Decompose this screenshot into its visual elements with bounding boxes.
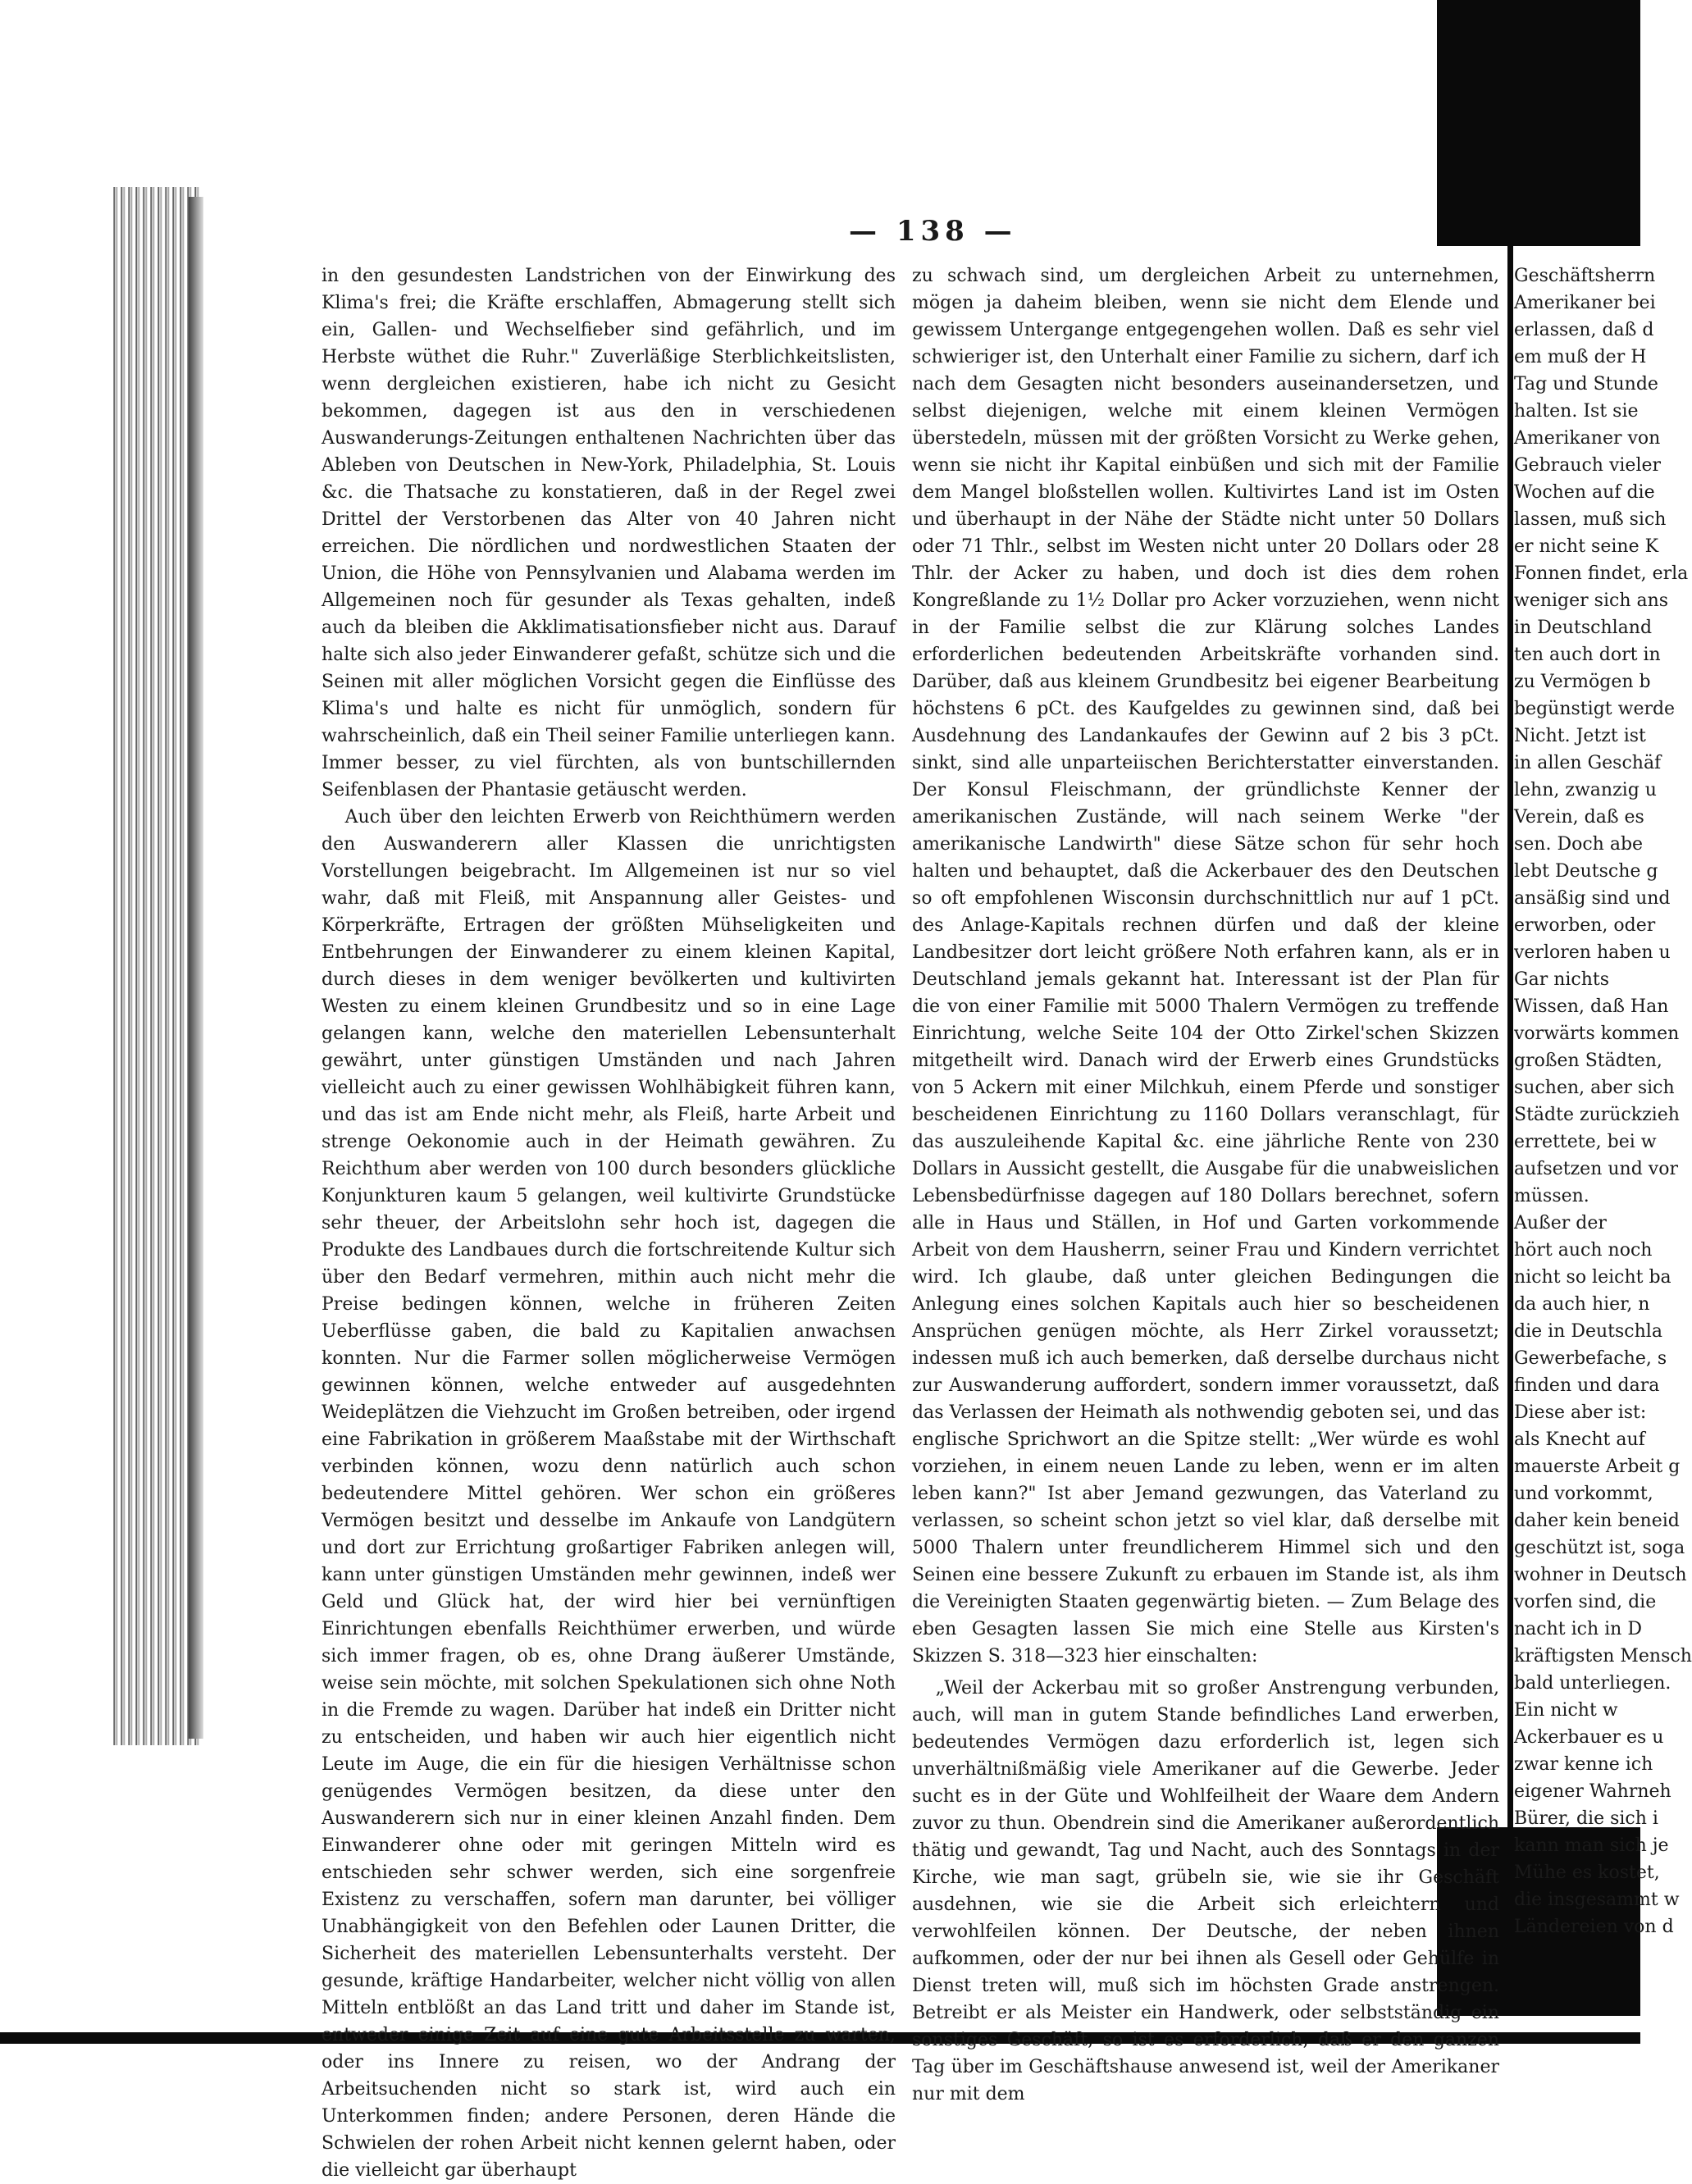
text-line: die in Deutschla: [1514, 1321, 1662, 1342]
text-line: bald unterliegen.: [1514, 1673, 1671, 1694]
text-line: errettete, bei w: [1514, 1132, 1657, 1152]
text-line: kräftigsten Mensch: [1514, 1646, 1692, 1666]
text-line: großen Städten,: [1514, 1051, 1662, 1071]
text-line: halten. Ist sie: [1514, 401, 1639, 422]
text-line: Wochen auf die: [1514, 482, 1655, 503]
text-line: mauerste Arbeit g: [1514, 1457, 1681, 1477]
text-line: und vorkommt,: [1514, 1484, 1653, 1504]
text-line: Gar nichts: [1514, 969, 1610, 990]
text-line: ten auch dort in: [1514, 645, 1661, 665]
paragraph: zu schwach sind, um dergleichen Arbeit zu unternehmen, mögen ja daheim bleiben, wenn sie nicht dem Elende und gewissem Untergange entgegengehen wollen. Daß es sehr viel schwieriger ist, den Unterhalt einer Familie zu sichern, darf ich nach dem Gesagten nicht besonders auseinandersetzen, und selbst diejenigen, welche mit einem kleinen Vermögen überstedeln, müssen mit der größten Vorsicht zu Werke gehen, wenn sie nicht ihr Kapital einbüßen und sich mit der Familie dem Mangel bloßstellen wollen. Kultivirtes Land ist im Osten und überhaupt in der Nähe der Städte nicht unter 50 Dollars oder 71 Thlr., selbst im Westen nicht unter 20 Dollars oder 28 Thlr. der Acker zu haben, und doch ist dies dem rohen Kongreßlande zu 1½ Dollar pro Acker vorzuziehen, wenn nicht in der Familie selbst die zur Klärung solches Landes erforderlichen bedeutenden Arbeitskräfte vorhanden sind. Darüber, daß aus kleinem Grundbesitz bei eigener Bearbeitung höchstens 6 pCt. des Kaufgeldes zu gewinnen sind, daß bei Ausdehnung des Landankaufes der Gewinn auf 2 bis 3 pCt. sinkt, sind alle unparteiischen Berichterstatter einverstanden. Der Konsul Fleischmann, der gründlichste Kenner der amerikanischen Zustände, will nach seinem Werke "der amerikanische Landwirth" diese Sätze schon für sehr hoch halten und behauptet, daß die Ackerbauer des den Deutschen so oft empfohlenen Wisconsin durchschnittlich nur auf 1 pCt. des Anlage-Kapitals rechnen dürfen und daß der kleine Landbesitzer dort leicht größere Noth erfahren kann, als er in Deutschland jemals gekannt hat. Interessant ist der Plan für die von einer Familie mit 5000 Thalern Vermögen zu treffende Einrichtung, welche Seite 104 der Otto Zirkel'schen Skizzen mitgetheilt wird. Danach wird der Erwerb eines Grundstücks von 5 Ackern mit einer Milchkuh, einem Pferde und sonstiger bescheidenen Einrichtung zu 1160 Dollars veranschlagt, für das auszuleihende Kapital &c. eine jährliche Rente von 230 Dollars in Aussicht gestellt, die Ausgabe für die unabweislichen Lebensbedürfnisse dagegen auf 180 Dollars berechnet, sofern alle in Haus und Ställen, in Hof und Garten vorkommende Arbeit von dem Hausherrn, seiner Frau und Kindern verrichtet wird. Ich glaube, daß unter gleichen Bedingungen die Anlegung eines solchen Kapitals auch hier so bescheidenen Ansprüchen genügen möchte, als Herr Zirkel voraussetzt; indessen muß ich auch bemerken, daß derselbe durchaus nicht zur Auswanderung auffordert, sondern immer voraussetzt, daß das Verlassen der Heimath als nothwendig geboten sei, und das englische Sprichwort an die Spitze stellt: „Wer würde es wohl vorziehen, in einem neuen Lande zu leben, wenn er im alten leben kann?" Ist aber Jemand gezwungen, das Vaterland zu verlassen, so scheint schon jetzt so viel klar, daß derselbe mit 5000 Thalern unter freundlicherem Himmel sich und den Seinen eine bessere Zukunft zu erbauen im Stande ist, als ihm die Vereinigten Staaten gegenwärtig bieten. — Zum Belage des eben Gesagten lassen Sie mich eine Stelle aus Kirsten's Skizzen S. 318—323 hier einschalten:: [912, 266, 1499, 1666]
quoted-paragraph: „Weil der Ackerbau mit so großer Anstrengung verbunden, auch, will man in gutem Stande befindliches Land erwerben, bedeutendes Vermögen dazu erforderlich ist, legen sich unverhältnißmäßig viele Amerikaner auf die Gewerbe. Jeder sucht es in der Güte und Wohlfeilheit der Waare dem Andern zuvor zu thun. Obendrein sind die Amerikaner außerordentlich thätig und gewandt, Tag und Nacht, auch des Sonntags in der Kirche, wie man sagt, grübeln sie, wie sie ihr Geschäft ausdehnen, wie sie die Arbeit sich erleichtern und verwohlfeilen können. Der Deutsche, der neben ihnen aufkommen, oder der nur bei ihnen als Gesell oder Gehülfe in Dienst treten will, muß sich im höchsten Grade anstrengen. Betreibt er als Meister ein Handwerk, oder selbstständig ein sonstiges Geschäft, so ist es erforderlich, daß er den ganzen Tag über im Geschäftshause anwesend ist, weil der Amerikaner nur mit dem: [912, 1678, 1499, 2104]
text-line: Fonnen findet, erla: [1514, 563, 1689, 584]
text-line: Amerikaner von: [1514, 428, 1661, 449]
text-line: daher kein beneid: [1514, 1511, 1680, 1531]
text-line: aufsetzen und vor: [1514, 1159, 1678, 1179]
text-line: Gebrauch vieler: [1514, 455, 1662, 476]
text-line: eigener Wahrneh: [1514, 1781, 1671, 1802]
paragraph: Auch über den leichten Erwerb von Reichthümern werden den Auswanderern aller Klassen die unrichtigsten Vorstellungen beigebracht. Im Allgemeinen ist nur so viel wahr, daß mit Fleiß, mit Anspannung aller Geistes- und Körperkräfte, Ertragen der größten Mühseligkeiten und Entbehrungen der Einwanderer zu einem kleinen Kapital, durch dieses in dem weniger bevölkerten und kultivirten Westen zu einem kleinen Grundbesitz und so in eine Lage gelangen kann, welche den materiellen Lebensunterhalt gewährt, unter günstigen Umständen und nach Jahren vielleicht auch zu einer gewissen Wohlhäbigkeit führen kann, und das ist am Ende nicht mehr, als Fleiß, harte Arbeit und strenge Oekonomie auch in der Heimath gewähren. Zu Reichthum aber werden von 100 durch besonders glückliche Konjunkturen kaum 5 gelangen, weil kultivirte Grundstücke sehr theuer, der Arbeitslohn sehr hoch ist, dagegen die Produkte des Landbaues durch die fortschreitende Kultur sich über den Bedarf vermehren, mithin auch nicht mehr die Preise bedingen können, welche in früheren Zeiten Ueberflüsse gaben, die bald zu Kapitalien anwachsen konnten. Nur die Farmer sollen möglicherweise Vermögen gewinnen können, welche entweder auf ausgedehnten Weideplätzen die Viehzucht im Großen betreiben, oder irgend eine Fabrikation in größerem Maaßstabe mit der Wirthschaft verbinden können, wozu denn natürlich auch schon bedeutendere Mittel gehören. Wer schon ein größeres Vermögen besitzt und desselbe im Ankaufe von Landgütern und dort zur Errichtung großartiger Fabriken anlegen will, kann unter günstigen Umständen mehr gewinnen, indeß wer Geld und Glück hat, der wird hier bei vernünftigen Einrichtungen ebenfalls Reichthümer erwerben, und würde sich immer fragen, ob es, ohne Drang äußerer Umstände, weise sein möchte, mit solchen Spekulationen sich ohne Noth in die Fremde zu wagen. Darüber hat indeß ein Dritter nicht zu entscheiden, und haben wir auch hier eigentlich nicht Leute im Auge, die ein für die hiesigen Verhältnisse schon genügendes Vermögen besitzen, da diese unter den Auswanderern sich nur in einer kleinen Anzahl finden. Dem Einwanderer ohne oder mit geringen Mitteln wird es entschieden sehr schwer werden, sich eine sorgenfreie Existenz zu verschaffen, sofern man darunter, bei völliger Unabhängigkeit von den Befehlen oder Launen Dritter, die Sicherheit des materiellen Lebensunterhalts versteht. Der gesunde, kräftige Handarbeiter, welcher nicht völlig von allen Mitteln entblößt an das Land tritt und daher im Stande ist, entweder einige Zeit auf eine gute Arbeitsstelle zu warten, oder ins Innere zu reisen, wo der Andrang der Arbeitsuchenden nicht so stark ist, wird auch ein Unterkommen finden; andere Personen, deren Hände die Schwielen der rohen Arbeit nicht kennen gelernt haben, oder die vielleicht gar überhaupt: [322, 807, 896, 2181]
text-line: zu Vermögen b: [1514, 672, 1651, 692]
text-line: begünstigt werde: [1514, 699, 1676, 719]
text-line: ansäßig sind und: [1514, 888, 1671, 909]
text-line: Tag und Stunde: [1514, 374, 1658, 394]
paragraph: in den gesundesten Landstrichen von der Einwirkung des Klima's frei; die Kräfte erschlaffen, Abmagerung stellt sich ein, Gallen- und Wechselfieber sind gefährlich, und im Herbste wüthet die Ruhr." Zuverläßige Sterblichkeitslisten, wenn dergleichen existieren, habe ich nicht zu Gesicht bekommen, dagegen ist aus den in verschiedenen Auswanderungs-Zeitungen enthaltenen Nachrichten über das Ableben von Deutschen in New-York, Philadelphia, St. Louis &c. die Thatsache zu konstatieren, daß in der Regel zwei Drittel der Verstorbenen das Alter von 40 Jahren nicht erreichen. Die nördlichen und nordwestlichen Staaten der Union, die Höhe von Pennsylvanien und Alabama werden im Allgemeinen noch für gesunder als Texas gehalten, indeß auch da bleiben die Akklimatisationsfieber nicht aus. Darauf halte sich also jeder Einwanderer gefaßt, schütze sich und die Seinen mit aller möglichen Vorsicht gegen die Einflüsse des Klima's und halte es nicht für unmöglich, sondern für wahrscheinlich, daß ein Theil seiner Familie unterliegen kann. Immer besser, zu viel fürchten, als von buntschillernden Seifenblasen der Phantasie getäuscht werden.: [322, 266, 896, 800]
binding-line: [1507, 246, 1513, 1882]
text-line: in allen Geschäf: [1514, 753, 1662, 773]
page-number: — 138 —: [849, 215, 1017, 248]
text-line: erworben, oder: [1514, 915, 1656, 936]
text-line: verloren haben u: [1514, 942, 1671, 963]
text-line: weniger sich ans: [1514, 590, 1669, 611]
text-line: vorfen sind, die: [1514, 1592, 1657, 1612]
text-line: suchen, aber sich: [1514, 1078, 1675, 1098]
text-line: vorwärts kommen: [1514, 1024, 1680, 1044]
text-line: Mühe es kostet,: [1514, 1863, 1660, 1883]
text-line: Ein nicht w: [1514, 1700, 1618, 1721]
text-line: nacht ich in D: [1514, 1619, 1642, 1639]
text-line: finden und dara: [1514, 1375, 1660, 1396]
text-line: Gewerbefache, s: [1514, 1348, 1667, 1369]
text-line: Ackerbauer es u: [1514, 1727, 1664, 1748]
text-line: zwar kenne ich: [1514, 1754, 1653, 1775]
text-line: Diese aber ist:: [1514, 1402, 1647, 1423]
text-line: Verein, daß es: [1514, 807, 1644, 828]
scan-border-top-right: [1437, 0, 1640, 246]
text-line: er nicht seine K: [1514, 536, 1659, 557]
text-line: als Knecht auf: [1514, 1429, 1645, 1450]
text-line: em muß der H: [1514, 347, 1647, 367]
text-line: in Deutschland: [1514, 618, 1653, 638]
text-line: lassen, muß sich: [1514, 509, 1667, 530]
text-line: müssen.: [1514, 1186, 1589, 1206]
text-line: sen. Doch abe: [1514, 834, 1644, 855]
text-line: erlassen, daß d: [1514, 320, 1654, 340]
text-line: nicht so leicht ba: [1514, 1267, 1671, 1288]
text-line: lehn, zwanzig u: [1514, 780, 1657, 800]
text-line: hört auch noch: [1514, 1240, 1653, 1261]
text-column-left: [322, 262, 896, 2184]
text-line: kann man sich je: [1514, 1835, 1669, 1856]
text-line: Amerikaner bei: [1514, 293, 1656, 313]
text-line: geschützt ist, soga: [1514, 1538, 1685, 1558]
text-line: Außer der: [1514, 1213, 1607, 1233]
text-column-middle: [912, 262, 1499, 2108]
text-line: die insgesammt w: [1514, 1890, 1680, 1910]
text-line: Bürer, die sich i: [1514, 1808, 1658, 1829]
text-line: Geschäftsherrn: [1514, 266, 1656, 286]
book-page-edges: [111, 187, 201, 1745]
text-line: Ländereien von d: [1514, 1917, 1674, 1937]
text-column-right-cut: [1514, 262, 1692, 1940]
text-line: da auch hier, n: [1514, 1294, 1650, 1315]
text-line: Städte zurückzieh: [1514, 1105, 1680, 1125]
text-line: Wissen, daß Han: [1514, 996, 1669, 1017]
gutter-shadow: [189, 197, 203, 1739]
text-line: lebt Deutsche g: [1514, 861, 1658, 882]
text-line: wohner in Deutsch: [1514, 1565, 1687, 1585]
text-line: Nicht. Jetzt ist: [1514, 726, 1646, 746]
